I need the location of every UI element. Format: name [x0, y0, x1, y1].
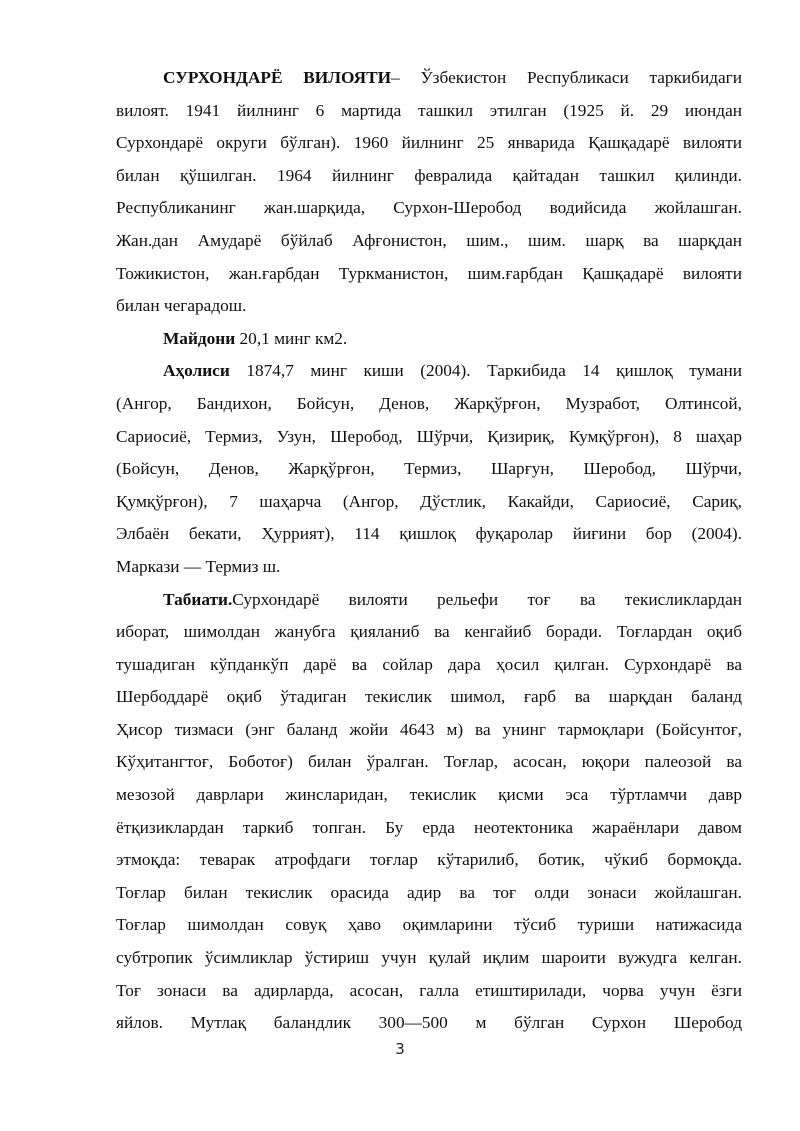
- line-text: Жан.дан Амударё бўйлаб Афғонистон, шим., шим. шарқ ва шарқдан: [116, 230, 742, 250]
- line-text: этмоқда: теварак атрофдаги тоғлар кўтарилиб, ботик, чўкиб бормоқда.: [116, 850, 742, 870]
- text-line: [116, 649, 742, 682]
- line-text: Шербоддарё оқиб ўтадиган текислик шимол, ғарб ва шарқдан баланд: [116, 687, 742, 707]
- text-line: [116, 746, 742, 779]
- line-text: 1874,7 минг киши (2004). Таркибида 14 қишлоқ тумани: [229, 361, 742, 381]
- text-line: [116, 844, 742, 877]
- line-text: субтропик ўсимликлар ўстириш учун қулай иқлим шароити вужудга келган.: [116, 948, 742, 968]
- text-line: [116, 877, 742, 910]
- line-text: Элбаён бекати, Ҳуррият), 114 қишлоқ фуқаролар йиғини бор (2004).: [116, 524, 742, 544]
- text-line: [116, 453, 742, 486]
- text-line: [116, 192, 742, 225]
- text-line: [116, 486, 742, 519]
- line-text: Сариосиё, Термиз, Узун, Шеробод, Шўрчи, Қизириқ, Кумқўрғон), 8 шаҳар: [116, 426, 742, 446]
- text-line: [116, 62, 742, 95]
- line-text: Сурхондарё вилояти рельефи тоғ ва текисликлардан: [232, 589, 742, 609]
- text-line: [116, 1007, 742, 1040]
- line-text: яйлов. Мутлақ баландлик 300—500 м бўлган Сурхон Шеробод: [116, 1013, 742, 1033]
- text-line: [116, 681, 742, 714]
- text-line: [116, 160, 742, 193]
- heading-term: СУРХОНДАРЁ ВИЛОЯТИ: [163, 68, 392, 87]
- line-text: Тоғлар шимолдан совуқ ҳаво оқимларини тўсиб туриши натижасида: [116, 915, 742, 935]
- text-line: [116, 421, 742, 454]
- text-line: [116, 584, 742, 617]
- line-text: Тожикистон, жан.ғарбдан Туркманистон, шим.ғарбдан Қашқадарё вилояти: [116, 263, 742, 283]
- line-text: вилоят. 1941 йилнинг 6 мартида ташкил этилган (1925 й. 29 июндан: [116, 100, 742, 120]
- text-line: [116, 551, 742, 584]
- page-number: 3: [395, 1040, 405, 1058]
- text-line: [116, 975, 742, 1008]
- line-text: (Бойсун, Денов, Жарқўрғон, Термиз, Шарғун, Шеробод, Шўрчи,: [116, 459, 742, 479]
- text-line: [116, 225, 742, 258]
- text-line: [116, 518, 742, 551]
- text-line: [116, 812, 742, 845]
- line-text: Ҳисор тизмаси (энг баланд жойи 4643 м) ва унинг тармоқлари (Бойсунтоғ,: [116, 719, 742, 739]
- text-line: [116, 95, 742, 128]
- text-line: [116, 258, 742, 291]
- text-line: [116, 127, 742, 160]
- line-text: иборат, шимолдан жанубга қияланиб ва кенгайиб боради. Тоғлардан оқиб: [116, 622, 742, 642]
- text-line: [116, 290, 742, 323]
- line-text: ётқизиклардан таркиб топган. Бу ерда неотектоника жараёнлари давом: [116, 817, 742, 837]
- line-text: Маркази — Термиз ш.: [116, 556, 281, 576]
- text-line: [116, 323, 742, 356]
- line-text: – Ўзбекистон Республикаси таркибидаги: [391, 68, 742, 87]
- line-text: Сурхондарё округи бўлган). 1960 йилнинг 25 январида Қашқадарё вилояти: [116, 133, 742, 153]
- text-line: [116, 388, 742, 421]
- line-text: Республиканинг жан.шарқида, Сурхон-Шеробод водийсида жойлашган.: [116, 198, 742, 218]
- line-text: Кўҳитангтоғ, Боботоғ) билан ўралган. Тоғлар, асосан, юқори палеозой ва: [116, 752, 742, 772]
- line-text: билан чегарадош.: [116, 296, 247, 316]
- line-text: 20,1 минг км2.: [235, 328, 348, 348]
- text-line: [116, 942, 742, 975]
- heading-term: Аҳолиси: [163, 361, 230, 381]
- line-text: Тоғ зонаси ва адирларда, асосан, галла етиштирилади, чорва учун ёзги: [116, 980, 742, 1000]
- text-line: [116, 714, 742, 747]
- line-text: тушадиган кўпданкўп дарё ва сойлар дара ҳосил қилган. Сурхондарё ва: [116, 654, 742, 674]
- line-text: билан қўшилган. 1964 йилнинг февралида қайтадан ташкил қилинди.: [116, 165, 742, 185]
- line-text: Тоғлар билан текислик орасида адир ва тоғ олди зонаси жойлашган.: [116, 882, 742, 902]
- text-line: [116, 779, 742, 812]
- line-text: мезозой даврлари жинсларидан, текислик қисми эса тўртламчи давр: [116, 785, 742, 805]
- heading-term: Табиати.: [163, 589, 233, 609]
- text-line: [116, 909, 742, 942]
- body-text: [116, 62, 742, 1040]
- heading-term: Майдони: [163, 328, 236, 348]
- line-text: (Ангор, Бандихон, Бойсун, Денов, Жарқўрғон, Музработ, Олтинсой,: [116, 393, 742, 413]
- line-text: Қумқўрғон), 7 шаҳарча (Ангор, Дўстлик, Какайди, Сариосиё, Сариқ,: [116, 491, 742, 511]
- text-line: [116, 355, 742, 388]
- text-line: [116, 616, 742, 649]
